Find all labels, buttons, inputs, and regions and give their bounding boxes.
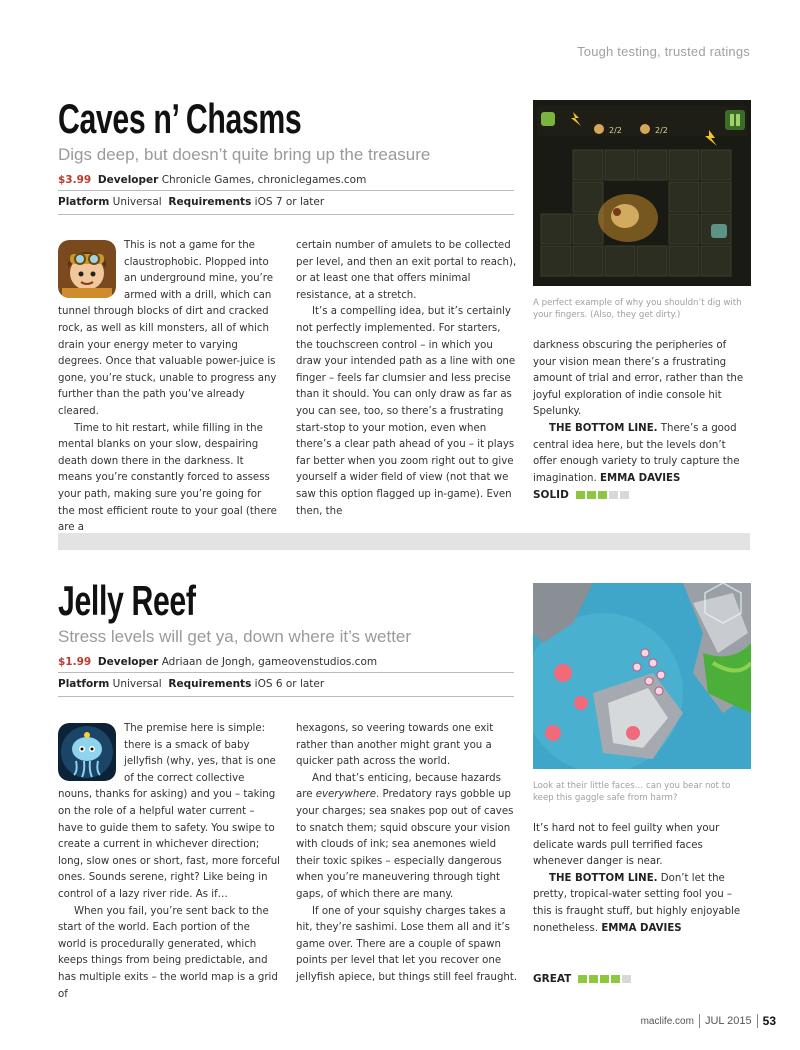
folio-site: maclife.com — [640, 1015, 694, 1027]
rating-box-filled — [598, 491, 607, 499]
page-number: 53 — [762, 1014, 776, 1028]
paragraph-part: . Predatory rays gobble up your charges; sea snakes pop out of caves to snatch them; squid obscure your vision with clouds of ink; sea anemones wield their toxic spikes – especially dangerous when you’re maneuvering through tight gaps, of which there are many. — [296, 789, 514, 900]
bottom-line-text: There’s a good central idea here, but the levels don’t offer enough variety to truly capture the imagination. — [533, 422, 740, 484]
hud-counter: 2/2 — [609, 126, 622, 135]
screenshot-jelly-reef — [533, 583, 751, 769]
screenshot-caption: Look at their little faces… can you bear not to keep this gaggle safe from harm? — [533, 781, 731, 803]
price: $3.99 — [58, 174, 92, 186]
rating-boxes — [578, 975, 631, 983]
paragraph: Time to hit restart, while filling in the mental blanks on your slow, despairing death down there in the darkness. It means you’re constantly forced to assess your path, making sure you’re going for the most efficient route to your goal (there are a — [58, 422, 277, 534]
review-subtitle: Digs deep, but doesn’t quite bring up the treasure — [58, 145, 431, 164]
platform: Universal — [112, 678, 162, 690]
developer-label: Developer — [97, 174, 159, 186]
paragraph: It’s a compelling idea, but it’s certainly not perfectly implemented. For starters, the touchscreen control – in which you draw your intended path as a line with one finger – feels far clumsier and less precise than it should. You can only draw as far as you can see, too, so there’s a frustrating start-stop to your motion, even when there’s a clear path ahead of you – it plays far better when you zoom right out to give yourself a wider field of view (not that we saw this option flagged up in-game). Even then, the — [296, 306, 516, 517]
byline: EMMA DAVIES — [601, 922, 682, 934]
rating-box-filled — [589, 975, 598, 983]
column-2 — [296, 238, 518, 520]
requirements-label: Requirements — [168, 196, 252, 208]
column-1 — [58, 721, 280, 1003]
running-head: Tough testing, trusted ratings — [577, 44, 750, 59]
rating-boxes — [576, 491, 629, 499]
bottom-line-text: Don’t let the pretty, tropical-water setting fool you – this is fraught stuff, but highly enjoyable nonetheless. — [533, 872, 741, 934]
review-meta — [58, 656, 514, 697]
app-icon-jelly-reef — [58, 723, 116, 781]
rating-box-filled — [587, 491, 596, 499]
rating-box-filled — [600, 975, 609, 983]
rating-box-filled — [611, 975, 620, 983]
rating-solid — [533, 489, 629, 501]
paragraph — [296, 771, 518, 904]
screenshot-caves-n-chasms — [533, 100, 751, 286]
rating-label: SOLID — [533, 489, 569, 501]
paragraph: hexagons, so veering towards one exit rather than another might grant you a quicker path across the world. — [296, 723, 494, 768]
paragraph: If one of your squishy charges takes a hit, they’re sashimi. Lose them all and it’s game over. There are a couple of spawn points per level that let you recover one jellyfish apiece, but things still feel fraught. — [296, 905, 518, 983]
paragraph-part: And that’s enticing, because hazards are — [296, 772, 501, 801]
rating-box-filled — [576, 491, 585, 499]
column-2 — [296, 721, 518, 987]
requirements-label: Requirements — [168, 678, 252, 690]
column-1 — [58, 238, 280, 537]
review-title: Jelly Reef — [58, 577, 196, 624]
folio-separator — [699, 1014, 700, 1028]
paragraph: certain number of amulets to be collected per level, and then an exit portal to reach), or at least one that offers minimal resistance, at a stretch. — [296, 240, 517, 301]
folio-separator — [757, 1014, 758, 1028]
bottom-line-label: THE BOTTOM LINE. — [549, 422, 658, 434]
review-subtitle: Stress levels will get ya, down where it’s wetter — [58, 627, 412, 646]
developer: Chronicle Games, chroniclegames.com — [161, 174, 367, 186]
paragraph: When you fail, you’re sent back to the start of the world. Each portion of the world is procedurally generated, which keeps things from being predictable, and has multiple exits – the world map is a grid of — [58, 905, 278, 1000]
platform: Universal — [112, 196, 162, 208]
folio-issue: JUL 2015 — [704, 1015, 752, 1027]
column-3 — [533, 821, 751, 937]
bottom-line-paragraph — [533, 421, 751, 487]
section-divider — [58, 533, 750, 550]
page-folio — [641, 1014, 776, 1028]
requirements: iOS 6 or later — [254, 678, 325, 690]
paragraph: It’s hard not to feel guilty when your delicate wards pull terrified faces whenever danger is near. — [533, 823, 720, 868]
hud-counter: 2/2 — [655, 126, 668, 135]
rating-box-filled — [578, 975, 587, 983]
platform-label: Platform — [58, 678, 110, 690]
paragraph: darkness obscuring the peripheries of your vision mean there’s a frustrating amount of trial and error, rather than the joyful exploration of indie console hit Spelunky. — [533, 340, 744, 418]
rating-box-empty — [620, 491, 629, 499]
platform-label: Platform — [58, 196, 110, 208]
paragraph: This is not a game for the claustrophobic. Plopped into an underground mine, you’re armed with a drill, which can tunnel through blocks of dirt and cracked rock, as well as kill monsters, all of which drain your energy meter to varying degrees. Once that valuable power-juice is gone, you’re stuck, unable to progress any further than the path you’ve already cleared. — [58, 240, 277, 417]
rating-great — [533, 973, 631, 985]
bottom-line-paragraph — [533, 871, 751, 937]
rating-box-empty — [622, 975, 631, 983]
byline: EMMA DAVIES — [600, 472, 681, 484]
bottom-line-label: THE BOTTOM LINE. — [549, 872, 658, 884]
screenshot-caption: A perfect example of why you shouldn’t dig with your fingers. (Also, they get dirty.) — [533, 298, 742, 320]
column-3 — [533, 338, 751, 487]
review-meta — [58, 174, 514, 215]
developer: Adriaan de Jongh, gameovenstudios.com — [161, 656, 378, 668]
rating-box-empty — [609, 491, 618, 499]
requirements: iOS 7 or later — [254, 196, 325, 208]
price: $1.99 — [58, 656, 92, 668]
review-title: Caves n’ Chasms — [58, 95, 302, 142]
paragraph: The premise here is simple: there is a smack of baby jellyfish (why, yes, that is one of the correct collective nouns, thanks for asking) and you – taking on the role of a helpful water current – have to guide them to safety. You swipe to create a current in whichever direction; long, slow ones or short, fast, more forceful ones. Sounds serene, right? Like being in control of a lazy river ride. As if… — [58, 723, 280, 900]
developer-label: Developer — [97, 656, 159, 668]
app-icon-caves-n-chasms — [58, 240, 116, 298]
emphasis: everywhere — [315, 789, 377, 801]
rating-label: GREAT — [533, 973, 572, 985]
